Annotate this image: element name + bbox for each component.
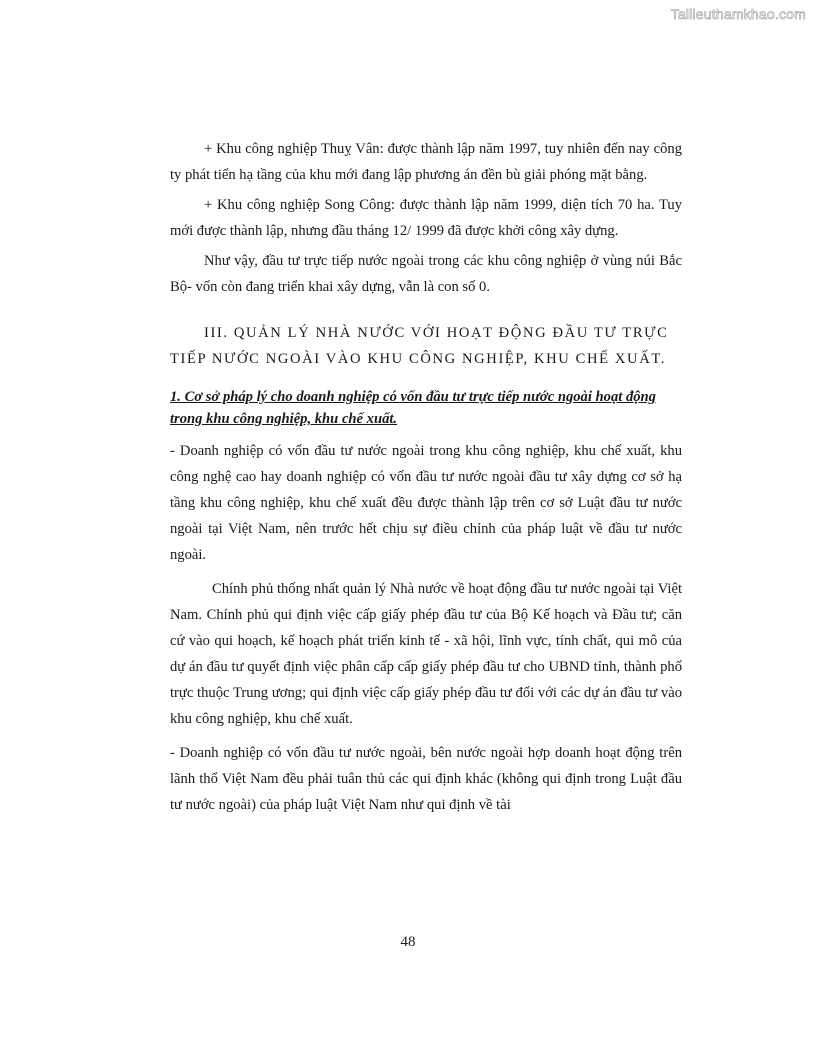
paragraph-government: Chính phủ thống nhất quản lý Nhà nước về hoạt động đầu tư nước ngoài tại Việt Nam. Chính phủ qui định việc cấp giấy phép đầu tư của Bộ Kế hoạch và Đầu tư; căn cứ vào qui hoạch, kế hoạch phát triển kinh tế - xã hội, lĩnh vực, tính chất, qui mô của dự án đầu tư quyết định việc phân cấp cấp giấy phép đầu tư cho UBND tỉnh, thành phố trực thuộc Trung ương; qui định việc cấp giấy phép đầu tư đối với các dự án đầu tư vào khu công nghiệp, khu chế xuất. (170, 581, 682, 727)
sub-heading: 1. Cơ sở pháp lý cho doanh nghiệp có vốn đầu tư trực tiếp nước ngoài hoạt động trong khu công nghiệp, khu chế xuất. (170, 389, 656, 427)
page-number: 48 (400, 934, 416, 950)
watermark: Tailieuthamkhao.com (670, 6, 806, 22)
paragraph-song-cong: + Khu công nghiệp Song Công: được thành lập năm 1999, diện tích 70 ha. Tuy mới được thành lập, nhưng đầu tháng 12/ 1999 đã được khởi công xây dựng. (170, 197, 682, 239)
paragraph-thuy-van: + Khu công nghiệp Thuỵ Vân: được thành lập năm 1997, tuy nhiên đến nay công ty phát tiển hạ tầng của khu mới đang lập phương án đền bù giải phóng mặt bằng. (170, 141, 682, 183)
paragraph-summary: Như vậy, đầu tư trực tiếp nước ngoài trong các khu công nghiệp ở vùng núi Bắc Bộ- vốn còn đang triển khai xây dựng, vẫn là con số 0. (170, 253, 682, 295)
paragraph-compliance: - Doanh nghiệp có vốn đầu tư nước ngoài, bên nước ngoài hợp doanh hoạt động trên lãnh thổ Việt Nam đều phải tuân thủ các qui định khác (không qui định trong Luật đầu tư nước ngoài) của pháp luật Việt Nam như qui định về tài (170, 745, 682, 813)
paragraph-legal-basis: - Doanh nghiệp có vốn đầu tư nước ngoài trong khu công nghiệp, khu chế xuất, khu công nghệ cao hay doanh nghiệp có vốn đầu tư nước ngoài đầu tư xây dựng cơ sở hạ tầng khu công nghiệp, khu chế xuất đều được thành lập trên cơ sở Luật đầu tư nước ngoài tại Việt Nam, nên trước hết chịu sự điều chỉnh của pháp luật về đầu tư nước ngoài. (170, 443, 682, 563)
document-body (170, 136, 682, 818)
section-heading: III. QUẢN LÝ NHÀ NƯỚC VỚI HOẠT ĐỘNG ĐẦU TƯ TRỰC TIẾP NƯỚC NGOÀI VÀO KHU CÔNG NGHIỆP, KHU CHẾ XUẤT. (170, 325, 669, 367)
